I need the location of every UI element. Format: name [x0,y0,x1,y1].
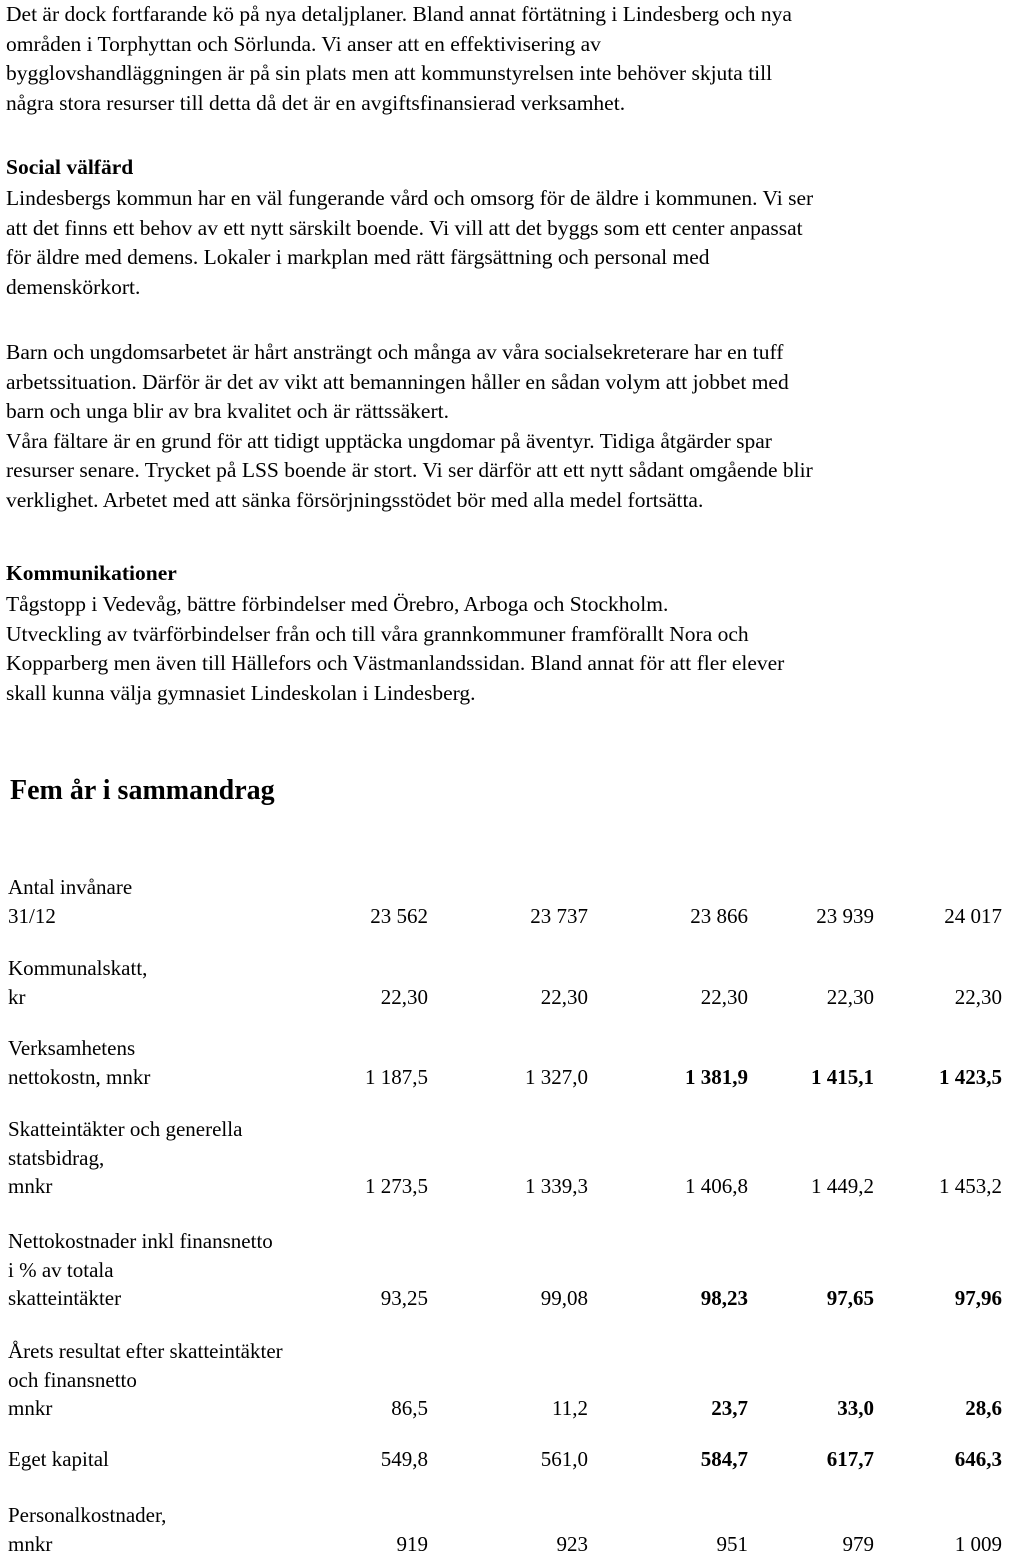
value-cell: 23,7 [711,1394,748,1422]
section-heading-kommunikationer: Kommunikationer [6,561,177,586]
row-label-line: Årets resultat efter skatteintäkter [8,1337,348,1366]
value-cell: 1 449,2 [811,1172,874,1200]
text-line: områden i Torphyttan och Sörlunda. Vi anser att en effektivisering av [6,30,1022,60]
value-cell: 22,30 [541,983,588,1011]
value-cell: 646,3 [955,1445,1002,1473]
kommunikationer-paragraph [6,590,1022,708]
value-cell: 24 017 [944,902,1002,930]
value-cell: 22,30 [955,983,1002,1011]
row-label-line: kr [8,983,348,1012]
text-line: Utveckling av tvärförbindelser från och till våra grannkommuner framförallt Nora och [6,620,1022,650]
value-cell: 33,0 [837,1394,874,1422]
value-cell: 1 406,8 [685,1172,748,1200]
row-label [8,1115,348,1201]
value-cell: 1 273,5 [365,1172,428,1200]
social-paragraph-1 [6,184,1022,302]
text-line: Våra fältare är en grund för att tidigt upptäcka ungdomar på äventyr. Tidiga åtgärder spar [6,427,1022,457]
value-cell: 919 [397,1530,429,1558]
value-cell: 97,96 [955,1284,1002,1312]
value-cell: 23 866 [690,902,748,930]
row-label [8,1034,348,1091]
row-label-line: Nettokostnader inkl finansnetto [8,1227,348,1256]
value-cell: 1 339,3 [525,1172,588,1200]
row-label-line: nettokostn, mnkr [8,1063,348,1092]
value-cell: 86,5 [391,1394,428,1422]
row-label [8,954,348,1011]
value-cell: 23 737 [530,902,588,930]
row-label-line: Eget kapital [8,1445,348,1474]
value-cell: 617,7 [827,1445,874,1473]
text-line: att det finns ett behov av ett nytt särskilt boende. Vi vill att det byggs som ett center anpassat [6,214,1022,244]
row-label-line: Kommunalskatt, [8,954,348,983]
text-line: verklighet. Arbetet med att sänka försörjningsstödet bör med alla medel fortsätta. [6,486,1022,516]
text-line: Lindesbergs kommun har en väl fungerande vård och omsorg för de äldre i kommunen. Vi ser [6,184,1022,214]
text-line: bygglovshandläggningen är på sin plats men att kommunstyrelsen inte behöver skjuta till [6,59,1022,89]
value-cell: 99,08 [541,1284,588,1312]
text-line: barn och unga blir av bra kvalitet och är rättssäkert. [6,397,1022,427]
value-cell: 1 423,5 [939,1063,1002,1091]
value-cell: 1 009 [955,1530,1002,1558]
row-label-line: i % av totala [8,1256,348,1285]
text-line: demenskörkort. [6,273,1022,303]
social-paragraph-2 [6,338,1022,515]
value-cell: 561,0 [541,1445,588,1473]
value-cell: 11,2 [552,1394,588,1422]
row-label-line: mnkr [8,1394,348,1423]
text-line: Kopparberg men även till Hällefors och Västmanlandssidan. Bland annat för att fler elever [6,649,1022,679]
value-cell: 93,25 [381,1284,428,1312]
text-line: Det är dock fortfarande kö på nya detaljplaner. Bland annat förtätning i Lindesberg och nya [6,0,1022,30]
value-cell: 1 381,9 [685,1063,748,1091]
text-line: skall kunna välja gymnasiet Lindeskolan i Lindesberg. [6,679,1022,709]
text-line: några stora resurser till detta då det är en avgiftsfinansierad verksamhet. [6,89,1022,119]
value-cell: 1 453,2 [939,1172,1002,1200]
text-line: arbetssituation. Därför är det av vikt att bemanningen håller en sådan volym att jobbet med [6,368,1022,398]
value-cell: 979 [843,1530,875,1558]
section-heading-social: Social välfärd [6,155,133,180]
row-label [8,1227,348,1313]
row-label-line: Skatteintäkter och generella [8,1115,348,1144]
value-cell: 923 [557,1530,589,1558]
value-cell: 23 939 [816,902,874,930]
value-cell: 28,6 [965,1394,1002,1422]
text-line: resurser senare. Trycket på LSS boende är stort. Vi ser därför att ett nytt sådant omgående blir [6,456,1022,486]
value-cell: 549,8 [381,1445,428,1473]
row-label-line: skatteintäkter [8,1284,348,1313]
value-cell: 22,30 [381,983,428,1011]
text-line: Barn och ungdomsarbetet är hårt ansträngt och många av våra socialsekreterare har en tuff [6,338,1022,368]
row-label-line: Personalkostnader, [8,1501,348,1530]
row-label-line: statsbidrag, [8,1144,348,1173]
value-cell: 1 187,5 [365,1063,428,1091]
summary-heading: Fem år i sammandrag [10,775,275,807]
row-label [8,1337,348,1423]
row-label-line: mnkr [8,1530,348,1558]
text-line: Tågstopp i Vedevåg, bättre förbindelser med Örebro, Arboga och Stockholm. [6,590,1022,620]
value-cell: 98,23 [701,1284,748,1312]
row-label-line: Verksamhetens [8,1034,348,1063]
row-label-line: 31/12 [8,902,348,931]
value-cell: 22,30 [827,983,874,1011]
value-cell: 1 415,1 [811,1063,874,1091]
value-cell: 23 562 [370,902,428,930]
value-cell: 584,7 [701,1445,748,1473]
text-line: för äldre med demens. Lokaler i markplan med rätt färgsättning och personal med [6,243,1022,273]
value-cell: 1 327,0 [525,1063,588,1091]
value-cell: 951 [717,1530,749,1558]
row-label [8,873,348,930]
row-label-line: Antal invånare [8,873,348,902]
row-label-line: och finansnetto [8,1366,348,1395]
value-cell: 97,65 [827,1284,874,1312]
row-label [8,1501,348,1558]
value-cell: 22,30 [701,983,748,1011]
row-label [8,1445,348,1474]
intro-paragraph [6,0,1022,118]
row-label-line: mnkr [8,1172,348,1201]
